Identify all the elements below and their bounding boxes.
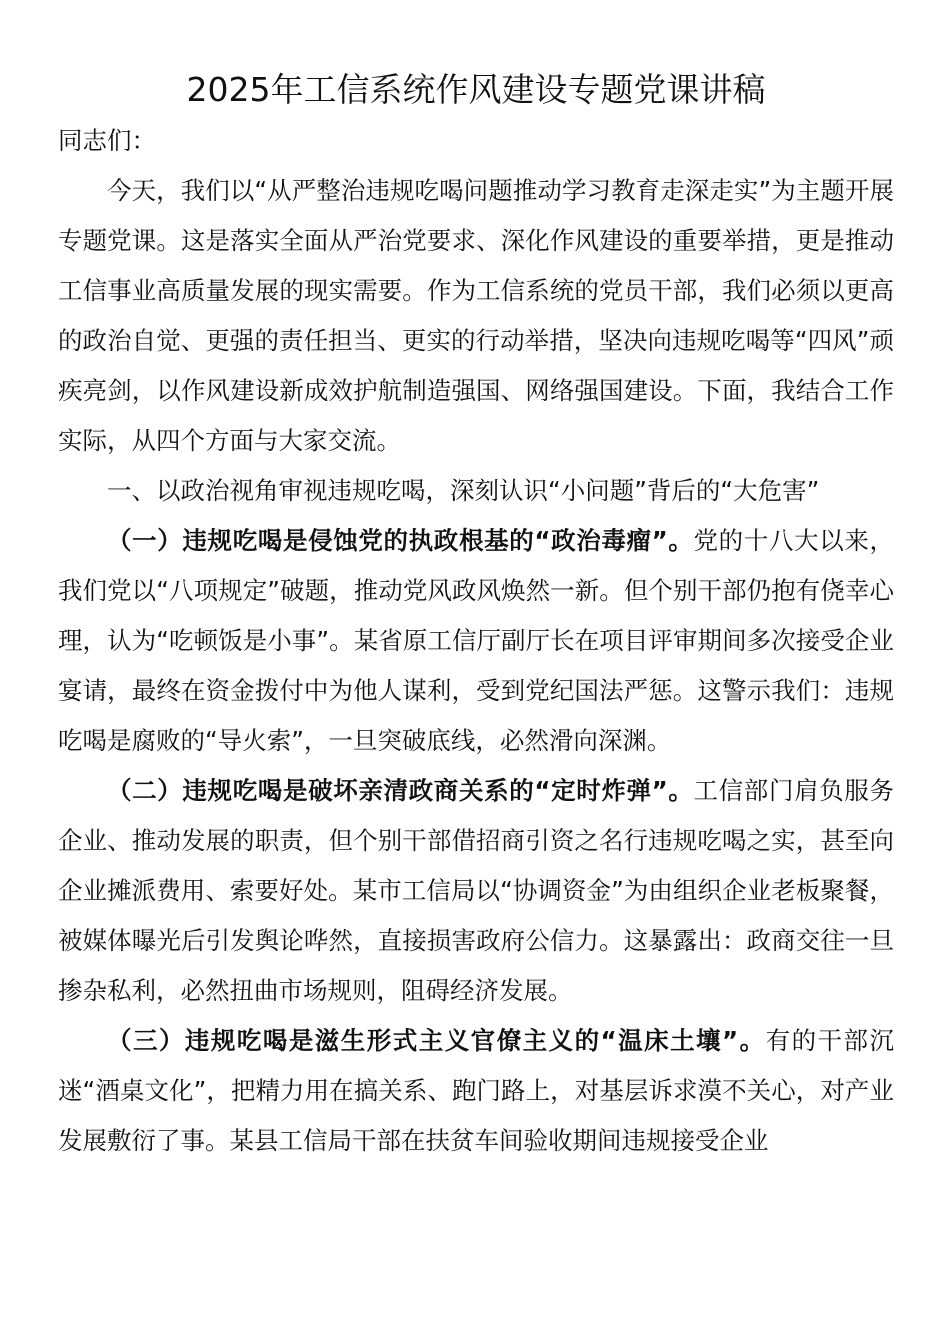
document-title: 2025年工信系统作风建设专题党课讲稿 [186,70,766,109]
point-body-3: 有的干部沉迷“酒桌文化”，把精力用在搞关系、跑门路上，对基层诉求漠不关心，对产业发展敷衍了事。某县工信局干部在扶贫车间验收期间违规接受企业 [58,1026,894,1155]
document-page [58,64,894,1166]
point-lead-3: （三）违规吃喝是滋生形式主义官僚主义的“温床土壤”。 [107,1026,766,1055]
point-paragraph-3 [58,1016,894,1166]
point-body-1: 党的十八大以来，我们党以“八项规定”破题，推动党风政风焕然一新。但个别干部仍抱有侥幸心理，认为“吃顿饭是小事”。某省原工信厅副厅长在项目评审期间多次接受企业宴请，最终在资金拨付中为他人谋利，受到党纪国法严惩。这警示我们：违规吃喝是腐败的“导火索”，一旦突破底线，必然滑向深渊。 [58,526,895,755]
point-body-2: 工信部门肩负服务企业、推动发展的职责，但个别干部借招商引资之名行违规吃喝之实，甚至向企业摊派费用、索要好处。某市工信局以“协调资金”为由组织企业老板聚餐，被媒体曝光后引发舆论哗然，直接损害政府公信力。这暴露出：政商交往一旦掺杂私利，必然扭曲市场规则，阻碍经济发展。 [58,776,895,1005]
point-paragraph-2 [58,766,894,1016]
greeting: 同志们： [58,126,156,155]
intro-paragraph: 今天，我们以“从严整治违规吃喝问题推动学习教育走深走实”为主题开展专题党课。这是落实全面从严治党要求、深化作风建设的重要举措，更是推动工信事业高质量发展的现实需要。作为工信系统的党员干部，我们必须以更高的政治自觉、更强的责任担当、更实的行动举措，坚决向违规吃喝等“四风”顽疾亮剑，以作风建设新成效护航制造强国、网络强国建设。下面，我结合工作实际，从四个方面与大家交流。 [58,176,894,455]
section-heading-1: 一、以政治视角审视违规吃喝，深刻认识“小问题”背后的“大危害” [107,476,820,505]
point-lead-2: （二）违规吃喝是破坏亲清政商关系的“定时炸弹”。 [107,776,694,805]
point-paragraph-1 [58,516,894,766]
point-lead-1: （一）违规吃喝是侵蚀党的执政根基的“政治毒瘤”。 [107,526,694,555]
